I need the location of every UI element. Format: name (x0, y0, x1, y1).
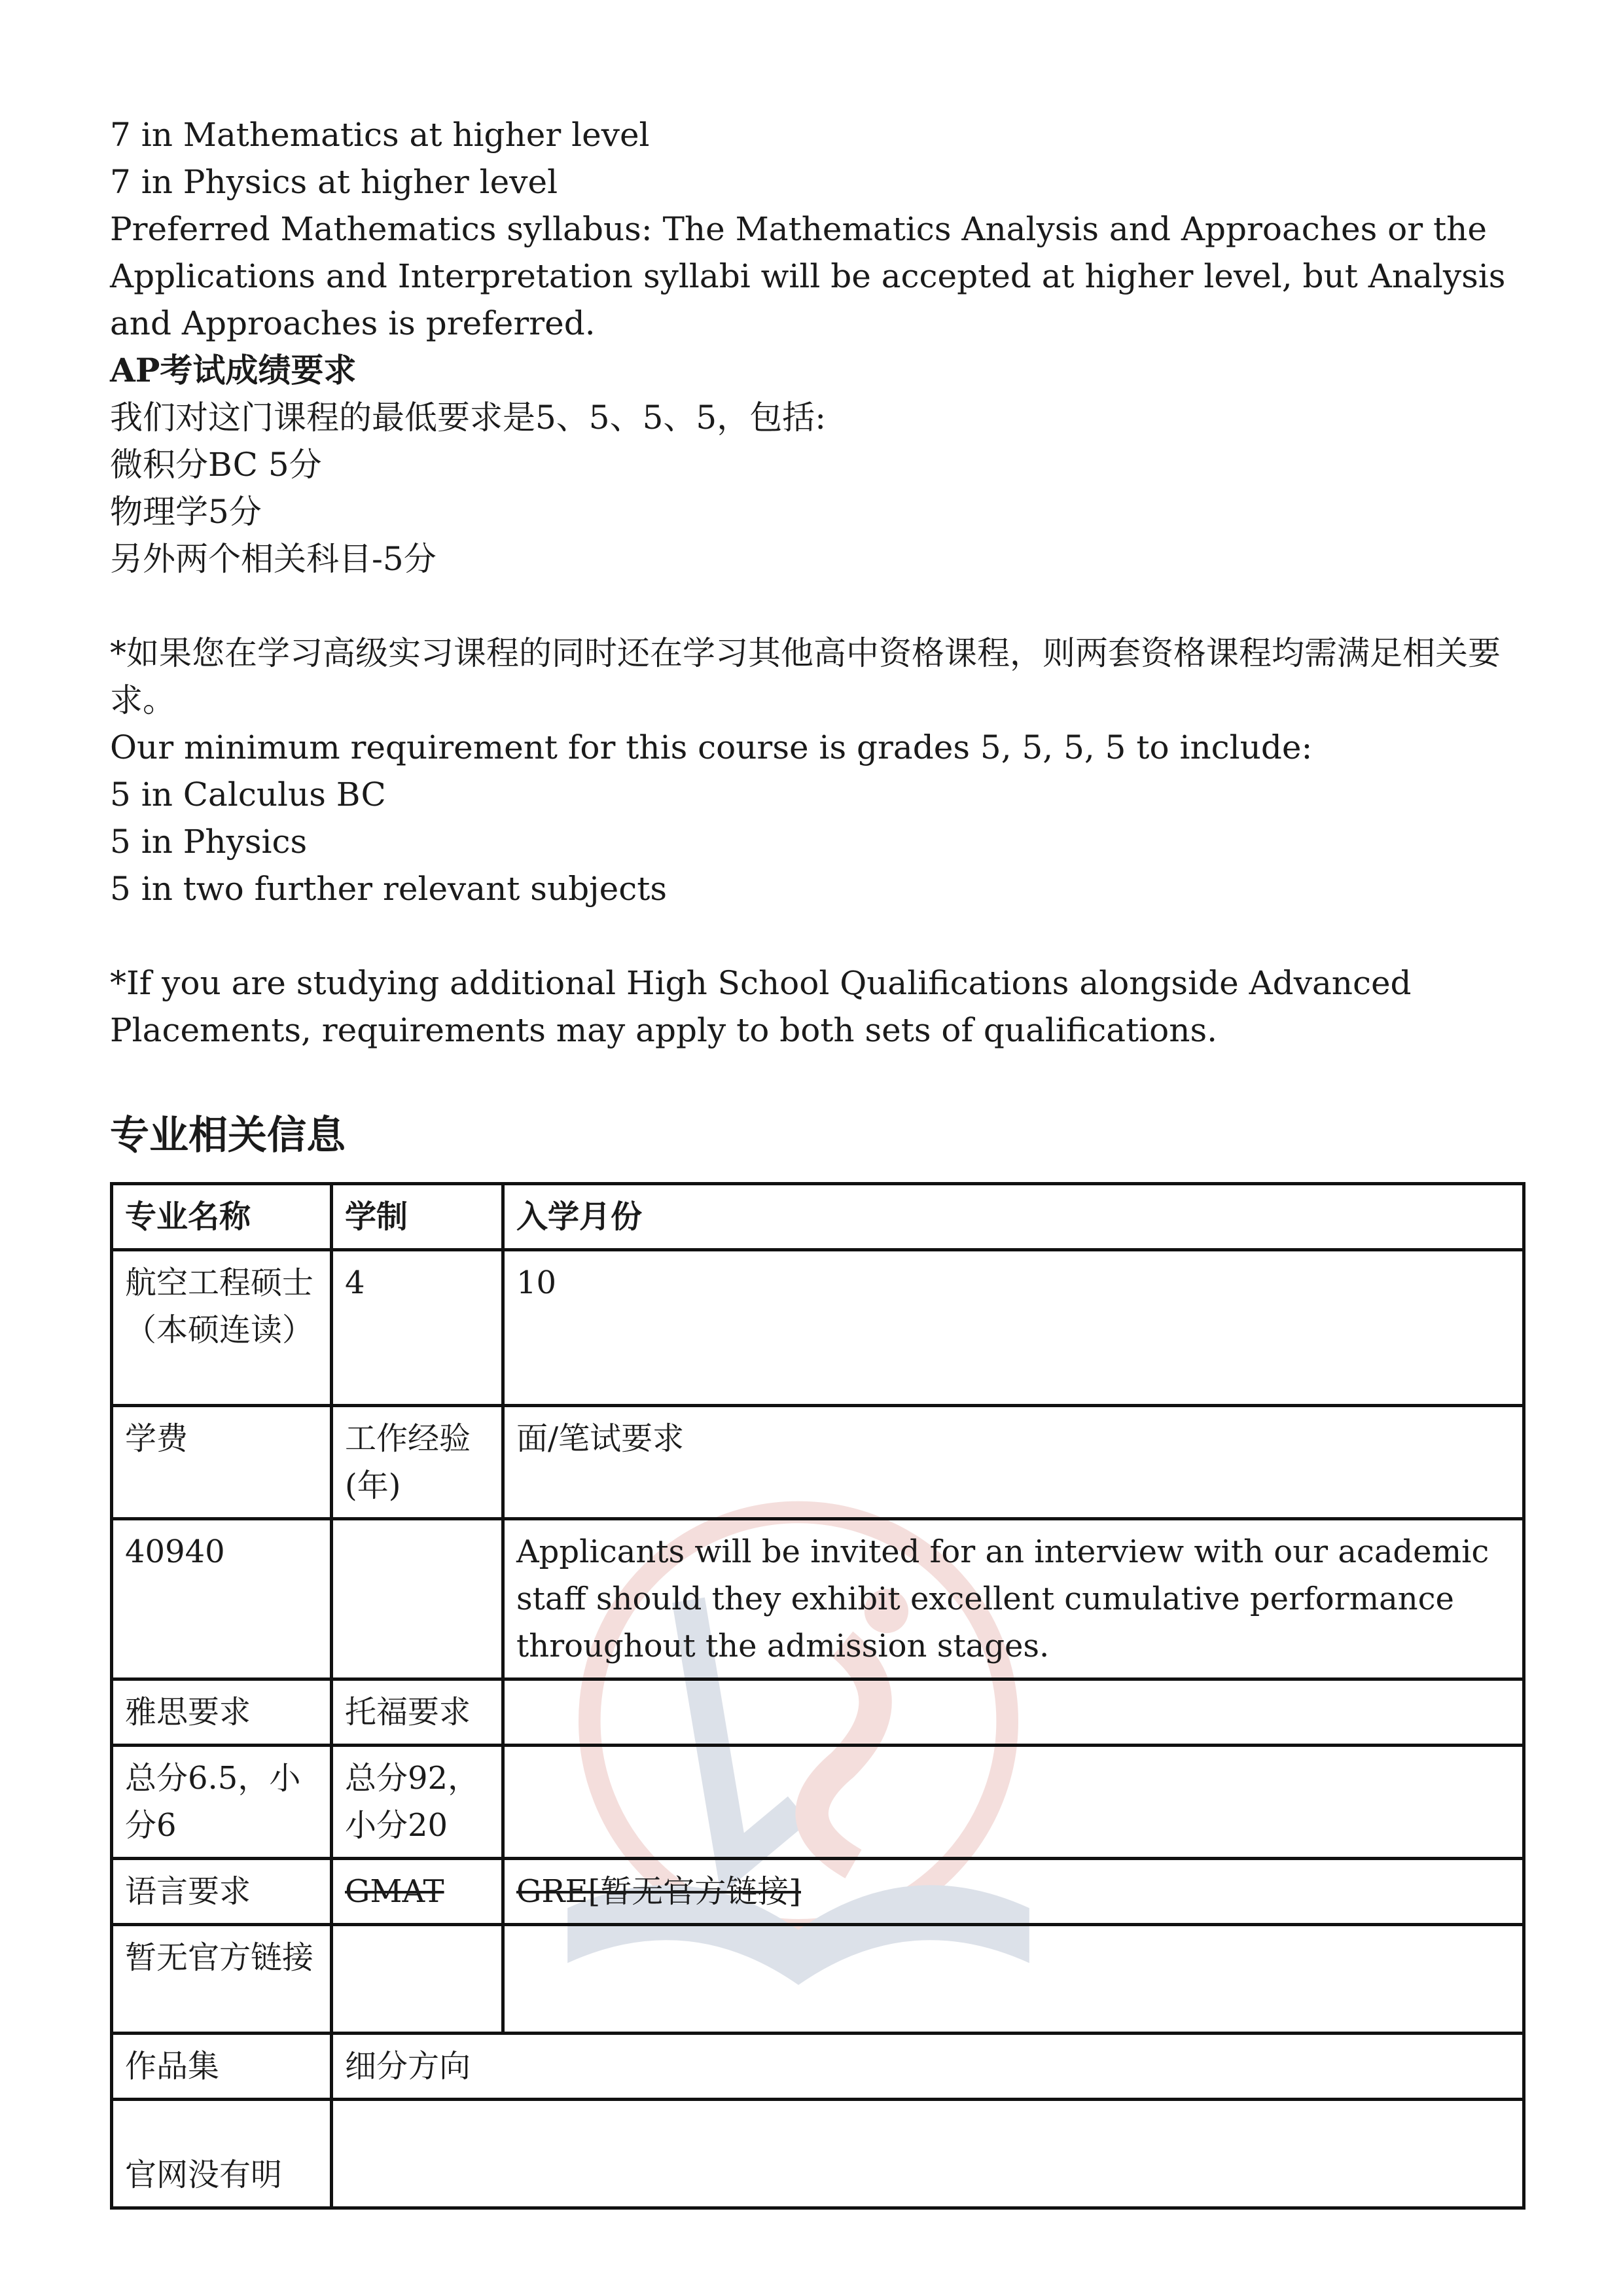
body-line: 7 in Physics at higher level (110, 163, 558, 201)
ap-en-line: 5 in two further relevant subjects (110, 870, 668, 908)
table-header-cell: 入学月份 (503, 1184, 1524, 1250)
table-cell: 雅思要求 (112, 1679, 332, 1746)
table-cell: 总分6.5，小分6 (112, 1746, 332, 1859)
table-cell (503, 1679, 1524, 1746)
table-cell (332, 1519, 503, 1679)
table-cell (332, 1925, 503, 2034)
body-line: Preferred Mathematics syllabus: The Mathematics Analysis and Approaches or the Applications and Interpretation syllabi will be accepted at higher level, but Analysis and Approaches is preferred. (110, 210, 1506, 342)
table-cell: Applicants will be invited for an interview with our academic staff should they exhibit excellent cumulative performance throughout the admission stages. (503, 1519, 1524, 1679)
table-cell: 10 (503, 1250, 1524, 1406)
ap-heading: AP考试成绩要求 (110, 351, 357, 389)
table-cell: 作品集 (112, 2034, 332, 2100)
table-cell: 细分方向 (332, 2034, 1524, 2100)
section-title: 专业相关信息 (110, 1113, 346, 1158)
table-cell: 托福要求 (332, 1679, 503, 1746)
program-info-table (110, 1182, 1525, 2210)
table-cell: 总分92，小分20 (332, 1746, 503, 1859)
table-cell: 暂无官方链接 (112, 1925, 332, 2034)
table-cell-strikethrough: GMAT (332, 1859, 503, 1925)
ap-zh-line: 物理学5分 (110, 493, 262, 531)
requirements-text (110, 111, 1517, 1054)
table-cell: 40940 (112, 1519, 332, 1679)
table-row (112, 1406, 1524, 1519)
ap-en-line: 5 in Calculus BC (110, 776, 386, 814)
table-row (112, 2100, 1524, 2208)
table-cell: 航空工程硕士（本硕连读） (112, 1250, 332, 1406)
ap-zh-line: 另外两个相关科目-5分 (110, 540, 437, 578)
table-row (112, 1679, 1524, 1746)
table-header-cell: 专业名称 (112, 1184, 332, 1250)
ap-zh-note: *如果您在学习高级实习课程的同时还在学习其他高中资格课程，则两套资格课程均需满足相关要求。 (110, 634, 1501, 719)
table-row (112, 1746, 1524, 1859)
table-cell (503, 1925, 1524, 2034)
table-cell (503, 1746, 1524, 1859)
ap-zh-line: 我们对这门课程的最低要求是5、5、5、5，包括: (110, 399, 827, 437)
table-cell: 工作经验(年) (332, 1406, 503, 1519)
ap-zh-line: 微积分BC 5分 (110, 446, 322, 484)
table-row (112, 2034, 1524, 2100)
table-cell: 官网没有明 (112, 2100, 332, 2208)
ap-en-note: *If you are studying additional High School Qualifications alongside Advanced Placements, requirements may apply to both sets of qualifications. (110, 964, 1412, 1049)
table-row (112, 1250, 1524, 1406)
table-cell: 面/笔试要求 (503, 1406, 1524, 1519)
body-line: 7 in Mathematics at higher level (110, 116, 650, 154)
table-cell-strikethrough: GRE[暂无官方链接] (503, 1859, 1524, 1925)
table-cell: 学费 (112, 1406, 332, 1519)
table-cell: 语言要求 (112, 1859, 332, 1925)
table-row (112, 1519, 1524, 1679)
table-row (112, 1859, 1524, 1925)
table-row (112, 1184, 1524, 1250)
table-cell: 4 (332, 1250, 503, 1406)
table-header-cell: 学制 (332, 1184, 503, 1250)
table-row (112, 1925, 1524, 2034)
ap-en-line: 5 in Physics (110, 823, 308, 861)
table-cell (332, 2100, 1524, 2208)
ap-en-line: Our minimum requirement for this course is grades 5, 5, 5, 5 to include: (110, 728, 1313, 766)
